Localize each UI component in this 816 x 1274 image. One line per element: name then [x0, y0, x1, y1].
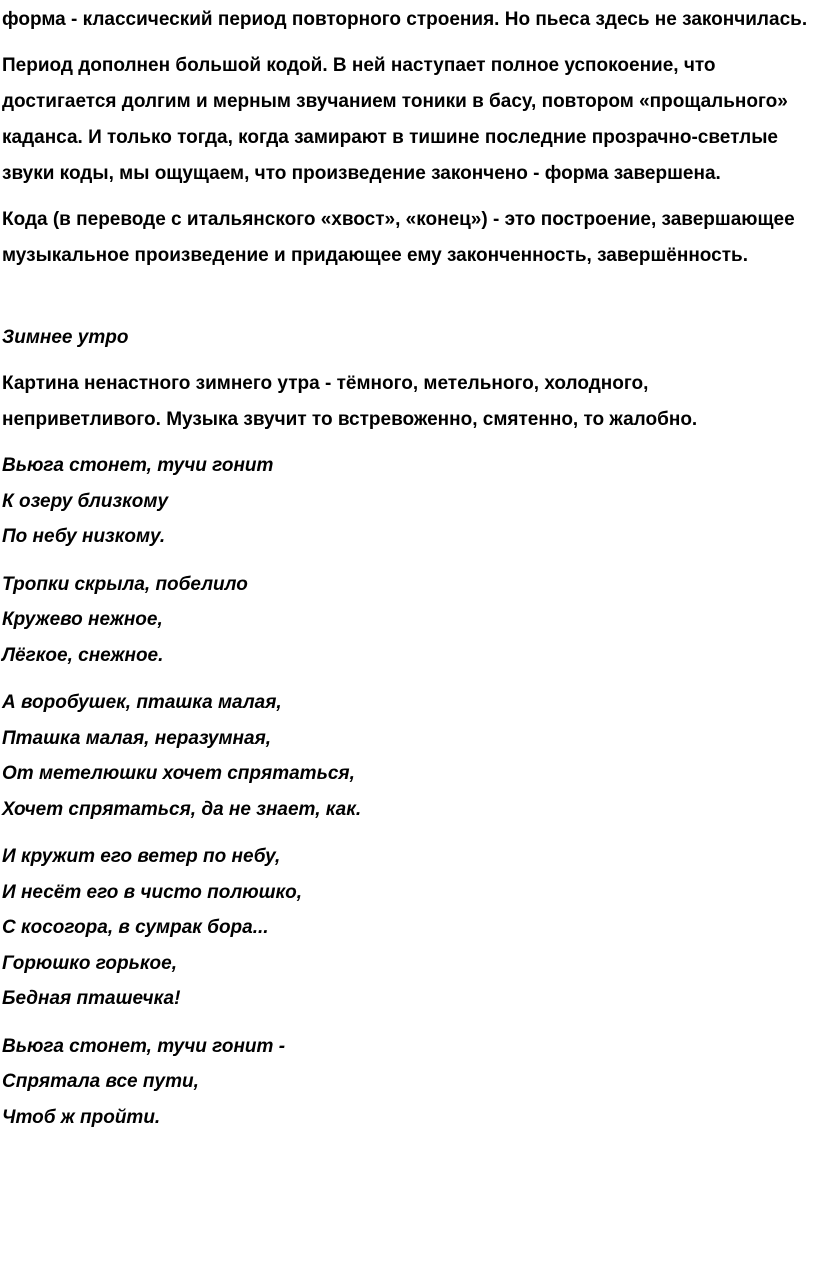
- poem-line: С косогора, в сумрак бора...: [2, 917, 269, 938]
- poem-stanza: [2, 1029, 810, 1136]
- poem-line: К озеру близкому: [2, 490, 169, 512]
- piece-description: Картина ненастного зимнего утра - тёмного, метельного, холодного, неприветливого. Музыка звучит то встревоженно, смятенно, то жалобно.: [2, 373, 698, 430]
- poem-line: Чтоб ж пройти.: [2, 1106, 161, 1128]
- poem-line: Кружево нежное,: [2, 609, 163, 630]
- poem-line: И несёт его в чисто полюшко,: [2, 881, 303, 903]
- poem-stanza: [2, 448, 810, 555]
- poem-line: Вьюга стонет, тучи гонит -: [2, 1035, 286, 1057]
- poem-line: И кружит его ветер по небу,: [2, 846, 281, 867]
- paragraph-coda: Период дополнен большой кодой. В ней наступает полное успокоение, что достигается долгим и мерным звучанием тоники в басу, повтором «прощального» каданса. И только тогда, когда замирают в тишине последние прозрачно-светлые звуки коды, мы ощущаем, что произведение закончено - форма завершена.: [2, 55, 788, 184]
- poem-stanza: [2, 567, 810, 674]
- paragraph-coda-definition: Кода (в переводе с итальянского «хвост», «конец») - это построение, завершающее музыкальное произведение и придающее ему законченность, завершённость.: [2, 209, 795, 266]
- document-page: [2, 2, 810, 1147]
- poem-line: Пташка малая, неразумная,: [2, 727, 272, 749]
- poem-line: Вьюга стонет, тучи гонит: [2, 455, 274, 476]
- poem-stanza: [2, 685, 810, 827]
- paragraph-form: форма - классический период повторного строения. Но пьеса здесь не закончилась.: [2, 9, 808, 30]
- poem: [2, 448, 810, 1135]
- poem-line: Лёгкое, снежное.: [2, 644, 164, 666]
- poem-line: А воробушек, пташка малая,: [2, 692, 282, 713]
- poem-line: Горюшко горькое,: [2, 952, 178, 974]
- poem-stanza: [2, 839, 810, 1017]
- poem-line: Бедная пташечка!: [2, 988, 181, 1009]
- poem-line: Хочет спрятаться, да не знает, как.: [2, 798, 362, 820]
- poem-line: От метелюшки хочет спрятаться,: [2, 763, 355, 784]
- poem-line: По небу низкому.: [2, 526, 166, 547]
- poem-line: Спрятала все пути,: [2, 1071, 199, 1092]
- piece-title: Зимнее утро: [2, 327, 129, 348]
- poem-line: Тропки скрыла, побелило: [2, 573, 248, 595]
